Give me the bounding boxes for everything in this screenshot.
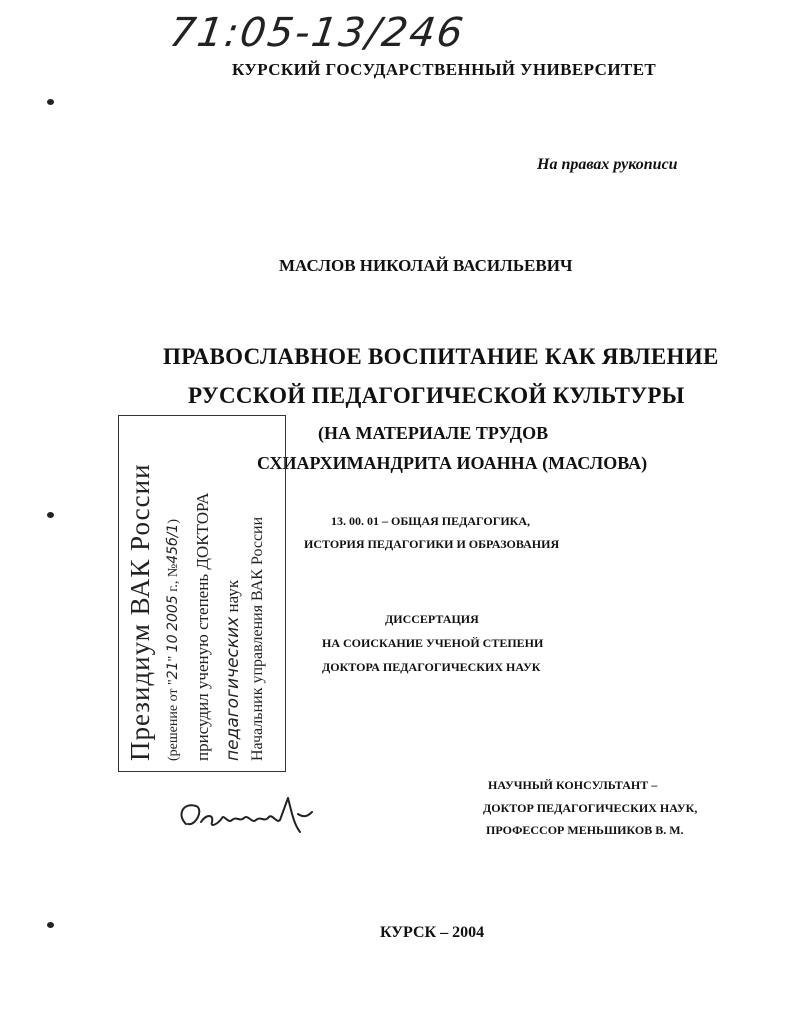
title-line-3: (НА МАТЕРИАЛЕ ТРУДОВ xyxy=(318,423,549,443)
scan-mark xyxy=(47,99,54,105)
stamp-line-5: Начальник управления ВАК России xyxy=(249,516,266,761)
consultant-line-3: ПРОФЕССОР МЕНЬШИКОВ В. М. xyxy=(486,823,684,837)
stamp-number-label: г., № xyxy=(166,563,181,596)
dissertation-line-2: НА СОИСКАНИЕ УЧЕНОЙ СТЕПЕНИ xyxy=(322,636,544,650)
scan-mark xyxy=(47,512,54,518)
consultant-line-1: НАУЧНЫЙ КОНСУЛЬТАНТ – xyxy=(488,778,658,792)
manuscript-rights: На правах рукописи xyxy=(537,156,678,173)
dissertation-line-3: ДОКТОРА ПЕДАГОГИЧЕСКИХ НАУК xyxy=(322,660,541,674)
author-name: МАСЛОВ НИКОЛАЙ ВАСИЛЬЕВИЧ xyxy=(279,256,573,275)
stamp-decision-prefix: (решение от " xyxy=(166,679,181,761)
stamp-field-suffix: наук xyxy=(223,579,242,617)
stamp-quote: " xyxy=(166,655,181,662)
stamp-line-3: присудил ученую степень ДОКТОРА xyxy=(193,492,212,761)
specialty-line-1: 13. 00. 01 – ОБЩАЯ ПЕДАГОГИКА, xyxy=(331,514,531,528)
stamp-line-2 xyxy=(165,519,182,761)
archive-number: 71:05-13/246 xyxy=(166,10,468,56)
city-year: КУРСК – 2004 xyxy=(380,924,485,941)
stamp-year: 2005 xyxy=(165,595,181,631)
stamp-day: 21 xyxy=(165,661,181,680)
university-name: КУРСКИЙ ГОСУДАРСТВЕННЫЙ УНИВЕРСИТЕТ xyxy=(232,60,657,79)
stamp-line-4 xyxy=(223,580,243,761)
stamp-line-1: Президиум ВАК России xyxy=(125,463,155,761)
stamp-decision-suffix: ) xyxy=(166,518,181,524)
stamp-month: 10 xyxy=(165,634,181,653)
title-line-2: РУССКОЙ ПЕДАГОГИЧЕСКОЙ КУЛЬТУРЫ xyxy=(188,383,685,408)
stamp-number: 45б/1 xyxy=(165,523,181,564)
title-line-1: ПРАВОСЛАВНОЕ ВОСПИТАНИЕ КАК ЯВЛЕНИЕ xyxy=(163,344,719,369)
vak-stamp xyxy=(118,415,286,772)
dissertation-line-1: ДИССЕРТАЦИЯ xyxy=(385,612,479,626)
author-signature xyxy=(176,784,316,844)
specialty-line-2: ИСТОРИЯ ПЕДАГОГИКИ И ОБРАЗОВАНИЯ xyxy=(304,537,560,551)
consultant-line-2: ДОКТОР ПЕДАГОГИЧЕСКИХ НАУК, xyxy=(483,801,698,815)
title-line-4: СХИАРХИМАНДРИТА ИОАННА (МАСЛОВА) xyxy=(257,453,648,473)
stamp-field: педагогических xyxy=(223,616,243,761)
scan-mark xyxy=(47,922,54,928)
